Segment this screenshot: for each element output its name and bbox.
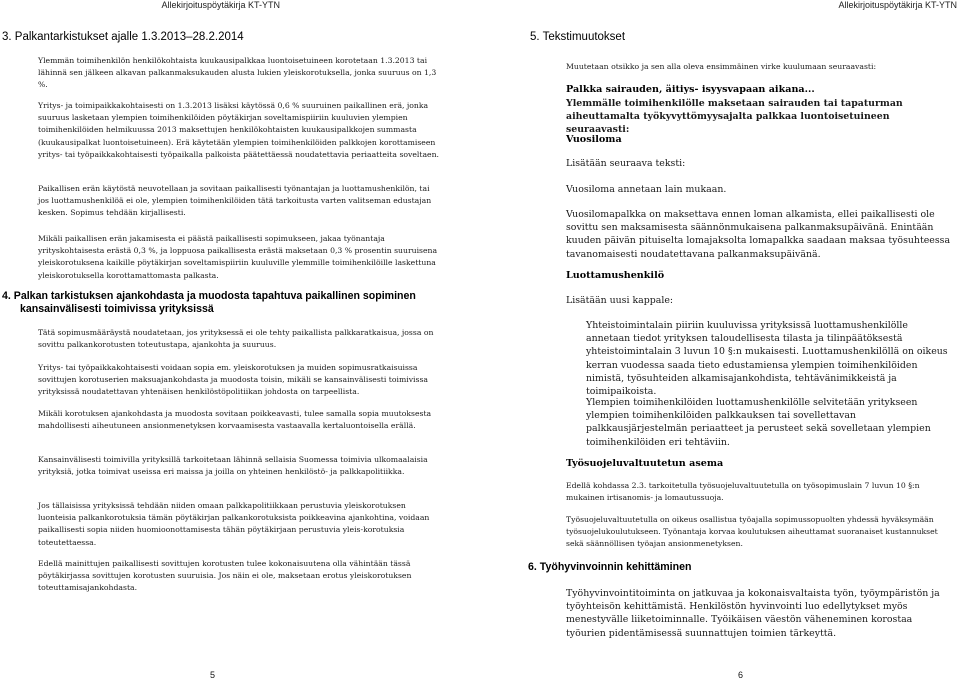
page-header-left: Allekirjoituspöytäkirja KT-YTN <box>161 0 280 10</box>
paragraph: Tätä sopimusmääräystä noudatetaan, jos yrityksessä ei ole tehty paikallista palkkaratkaisua, jossa on sovittu palkankorotusten toteutustapa, ajankohta ja suuruus. <box>38 328 434 350</box>
paragraph: Paikallisen erän käytöstä neuvotellaan ja sovitaan paikallisesti työnantajan ja luottamushenkilön, tai jos luottamushenkilöä ei ole, ylempien toimihenkilöiden tätä tarkoitusta varten valitseman edustajan kesken. Sopimus tehdään kirjallisesti. <box>38 184 432 218</box>
paragraph: Mikäli korotuksen ajankohdasta ja muodosta sovitaan poikkeavasti, tulee samalla sopia muutoksesta mahdollisesti aiheutuneen ansionmenetyksen korvaamisesta vastaavalla kertaluontoisella erällä. <box>38 409 432 431</box>
page-right <box>480 0 959 678</box>
subheading: Palkka sairauden, äitiys- isyysvapaan aikana... <box>566 84 815 95</box>
paragraph: Ylemmälle toimihenkilölle maksetaan sairauden tai tapaturman aiheuttamalta työkyvyttömyysajalta palkkaa luontoisetuineen seuraavasti: <box>566 98 903 136</box>
paragraph: Edellä kohdassa 2.3. tarkoitetulla työsuojeluvaltuutetulla on työsopimuslain 7 luvun 10 §:n mukainen irtisanomis- ja lomautussuoja. <box>566 481 920 503</box>
section-3-title: 3. Palkantarkistukset ajalle 1.3.2013–28.2.2014 <box>2 31 244 43</box>
page-number: 5 <box>210 670 216 678</box>
paragraph: Työhyvinvointitoiminta on jatkuvaa ja kokonaisvaltaista työn, työympäristön ja työyhteisön kehittämistä. Henkilöstön hyvinvointi luo edellytykset myös menestyvälle liiketoiminnalle. Työikäisen väestön väheneminen korostaa työurien pidentämisessä suunnattujen toimien tärkeyttä. <box>566 588 940 639</box>
subheading-luottamushenkilo: Luottamushenkilö <box>566 270 665 281</box>
section-5-title: 5. Tekstimuutokset <box>530 31 626 43</box>
paragraph: Lisätään uusi kappale: <box>566 295 674 306</box>
paragraph: Mikäli paikallisen erän jakamisesta ei päästä paikallisesti sopimukseen, jakaa työnantaja yrityskohtaisesta erästä 0,3 %, ja loppuosa paikallisesta erästä maksetaan 0,3 % prosentin suuruisena yleiskorotuksena kaikille pöytäkirjan soveltamispiiriin kuuluville ylemmille toimihenkilöille laskettuna yleiskorotuksella korottamattomasta palkasta. <box>38 234 438 280</box>
paragraph: Ylemmän toimihenkilön henkilökohtaista kuukausipalkkaa luontoisetuineen korotetaan 1.3.2013 tai lähinnä sen jälkeen alkavan palkanmaksukauden alusta lukien yleiskorotuksella, jonka suuruus on 1,3 %. <box>38 56 437 90</box>
paragraph: Työsuojeluvaltuutetulla on oikeus osallistua työajalla sopimussopuolten yhdessä hyväksymään työsuojelukoulutukseen. Työnantaja korvaa koulutuksen aiheuttamat suoranaiset kustannukset sekä säännöllisen työajan ansionmenetyksen. <box>566 515 938 549</box>
paragraph: Yritys- tai työpaikkakohtaisesti voidaan sopia em. yleiskorotuksen ja muiden sopimusratkaisuissa sovittujen korotuserien maksuajankohdasta ja muodosta toisin, mikäli se kansainvälisesti toimivissa yrityksissä noudatettavan yhtenäisen henkilöstöpolitiikan johdosta on tarpeellista. <box>38 363 428 397</box>
page-number: 6 <box>738 670 744 678</box>
subheading-vuosiloma: Vuosiloma <box>566 134 622 145</box>
paragraph: Vuosilomapalkka on maksettava ennen loman alkamista, ellei paikallisesti ole sovittu sen maksamisesta säännönmukaisena palkanmaksupäivänä. Enintään kuuden päivän pituiselta lomajaksolta lomapalkka saadaan maksaa työsuhteessa tavanomaisesti noudatettavana palkanmaksupäivänä. <box>566 209 951 260</box>
paragraph: Yritys- ja toimipaikkakohtaisesti on 1.3.2013 lisäksi käytössä 0,6 % suuruinen paikallinen erä, jonka suuruus lasketaan ylempien toimihenkilöiden pöytäkirjan soveltamispiiriin kuuluvien ylempien toimihenkilöiden helmikuussa 2013 maksettujen henkilökohtaisten kuukausipalkkojen summasta (kuukausipalkat luontoisetuineen). Erä käytetään ylempien toimihenkilöiden palkkojen korottamiseen yritys- tai työpaikkakohtaisesti työpaikalla palkoista päätettäessä noudatettavia periaatteita soveltaen. <box>38 101 440 159</box>
paragraph: Muutetaan otsikko ja sen alla oleva ensimmäinen virke kuulumaan seuraavasti: <box>566 62 877 71</box>
paragraph: Vuosiloma annetaan lain mukaan. <box>566 184 727 195</box>
page-header-right: Allekirjoituspöytäkirja KT-YTN <box>838 0 957 10</box>
paragraph: Jos tällaisissa yrityksissä tehdään niiden omaan palkkapolitiikkaan perustuvia yleiskorotuksen luonteisia palkankorotuksia tämän pöytäkirjan palkankorotuksista poikkeavina ajankohtina, voidaan paikallisesti sopia niiden huomioonottamisesta tähän pöytäkirjaan perustuvia yleis-korotuksia toteutettaessa. <box>38 501 430 547</box>
section-6-title: 6. Työhyvinvoinnin kehittäminen <box>528 561 692 573</box>
paragraph: Ylempien toimihenkilöiden luottamushenkilölle selvitetään yritykseen ylempien toimihenkilöiden palkkauksen tai sovellettavan palkkausjärjestelmän periaatteet ja perusteet sekä sovelletaan ylempien toimihenkilöiden eri tehtäviin. <box>586 397 931 448</box>
paragraph: Kansainvälisesti toimivilla yrityksillä tarkoitetaan lähinnä sellaisia Suomessa toimivia ulkomaalaisia yrityksiä, jotka toimivat useissa eri maissa ja joilla on yhteinen henkilöstö- ja palkkapolitiikka. <box>38 455 428 477</box>
section-4-title: 4. Palkan tarkistuksen ajankohdasta ja muodosta tapahtuva paikallinen sopiminen kansainvälisesti toimivissa yrityksissä <box>2 290 416 315</box>
paragraph: Lisätään seuraava teksti: <box>566 158 686 169</box>
subheading-tyosuojeluvaltuutettu: Työsuojeluvaltuutetun asema <box>566 458 724 469</box>
paragraph: Yhteistoimintalain piiriin kuuluvissa yrityksissä luottamushenkilölle annetaan tiedot yrityksen taloudellisesta tilasta ja tilinpäätöksestä yhteistoimintalain 3 luvun 10 §:n mukaisesti. Luottamushenkilöllä on oikeus kerran vuodessa saada tieto edustamiensa ylempien toimihenkilöiden nimistä, työsuhteiden alkamisajankohdista, tehtävänimikkeistä ja toimipaikoista. <box>586 320 948 398</box>
paragraph: Edellä mainittujen paikallisesti sovittujen korotusten tulee kokonaisuutena olla vähintään tässä pöytäkirjassa sovittujen korotusten suuruisia. Jos näin ei ole, maksetaan erotus yleiskorotuksen toteuttamisajankohdasta. <box>38 559 412 593</box>
